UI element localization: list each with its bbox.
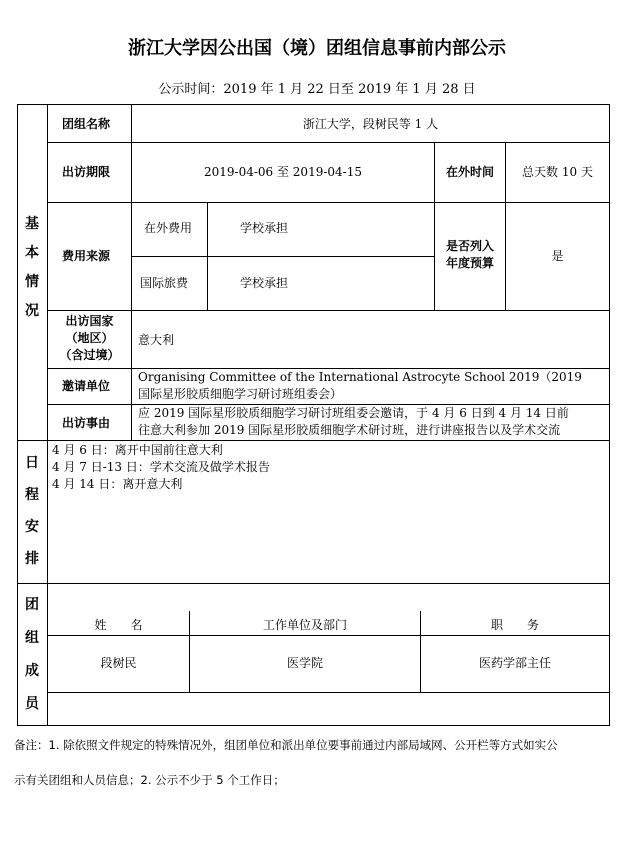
abroad-time-value: 总天数 10 天	[522, 165, 593, 179]
budget-value: 是	[551, 249, 564, 263]
country-label: 出访国家 （地区） （含过境）	[59, 314, 120, 362]
intl-travel-label: 国际旅费	[140, 276, 189, 290]
visit-period-label: 出访期限	[62, 165, 111, 179]
group-name-value: 浙江大学，段树民等 1 人	[302, 117, 439, 131]
list-item: 4 月 14 日：离开意大利	[52, 477, 183, 491]
section-label-basic: 基 本 情 况	[25, 216, 39, 319]
group-name-label: 团组名称	[62, 117, 111, 131]
funding-label: 费用来源	[62, 249, 111, 263]
note-line-1: 备注：1. 除依照文件规定的特殊情况外，组团单位和派出单位要事前通过内部局域网、公开栏等方式如实公	[14, 738, 558, 752]
members-header-unit: 工作单位及部门	[262, 618, 347, 632]
members-header-name: 姓 名	[94, 618, 143, 632]
list-item: 4 月 7 日-13 日：学术交流及做学术报告	[52, 460, 270, 474]
note-line-2: 示有关团组和人员信息；2. 公示不少于 5 个工作日；	[14, 773, 285, 787]
intl-travel-value: 学校承担	[240, 276, 289, 290]
schedule-list	[52, 442, 270, 493]
reason-value: 应 2019 国际星形胶质细胞学习研讨班组委会邀请，于 4 月 6 日到 4 月 14 日前 往意大利参加 2019 国际星形胶质细胞学术研讨班，进行讲座报告以及学术交流	[138, 406, 569, 437]
abroad-cost-label: 在外费用	[144, 221, 193, 235]
inviter-value: Organising Committee of the International Astrocyte School 2019（2019 国际星形胶质细胞学习研讨班组委会）	[138, 370, 582, 401]
section-label-schedule: 日 程 安 排	[25, 455, 39, 567]
publicity-period: 公示时间：2019 年 1 月 22 日至 2019 年 1 月 28 日	[158, 82, 476, 97]
list-item: 4 月 6 日：离开中国前往意大利	[52, 443, 223, 457]
section-label-members: 团 组 成 员	[25, 597, 39, 712]
member-name: 段树民	[100, 656, 137, 670]
page-title: 浙江大学因公出国（境）团组信息事前内部公示	[128, 38, 506, 59]
abroad-cost-value: 学校承担	[240, 221, 289, 235]
country-value: 意大利	[138, 333, 175, 347]
inviter-label: 邀请单位	[62, 379, 111, 393]
budget-label: 是否列入 年度预算	[445, 239, 494, 270]
reason-label: 出访事由	[62, 416, 111, 430]
abroad-time-label: 在外时间	[445, 165, 494, 179]
member-unit: 医学院	[286, 656, 323, 670]
visit-period-value: 2019-04-06 至 2019-04-15	[203, 165, 362, 179]
members-header-title: 职 务	[490, 618, 539, 632]
member-title: 医药学部主任	[478, 656, 551, 670]
